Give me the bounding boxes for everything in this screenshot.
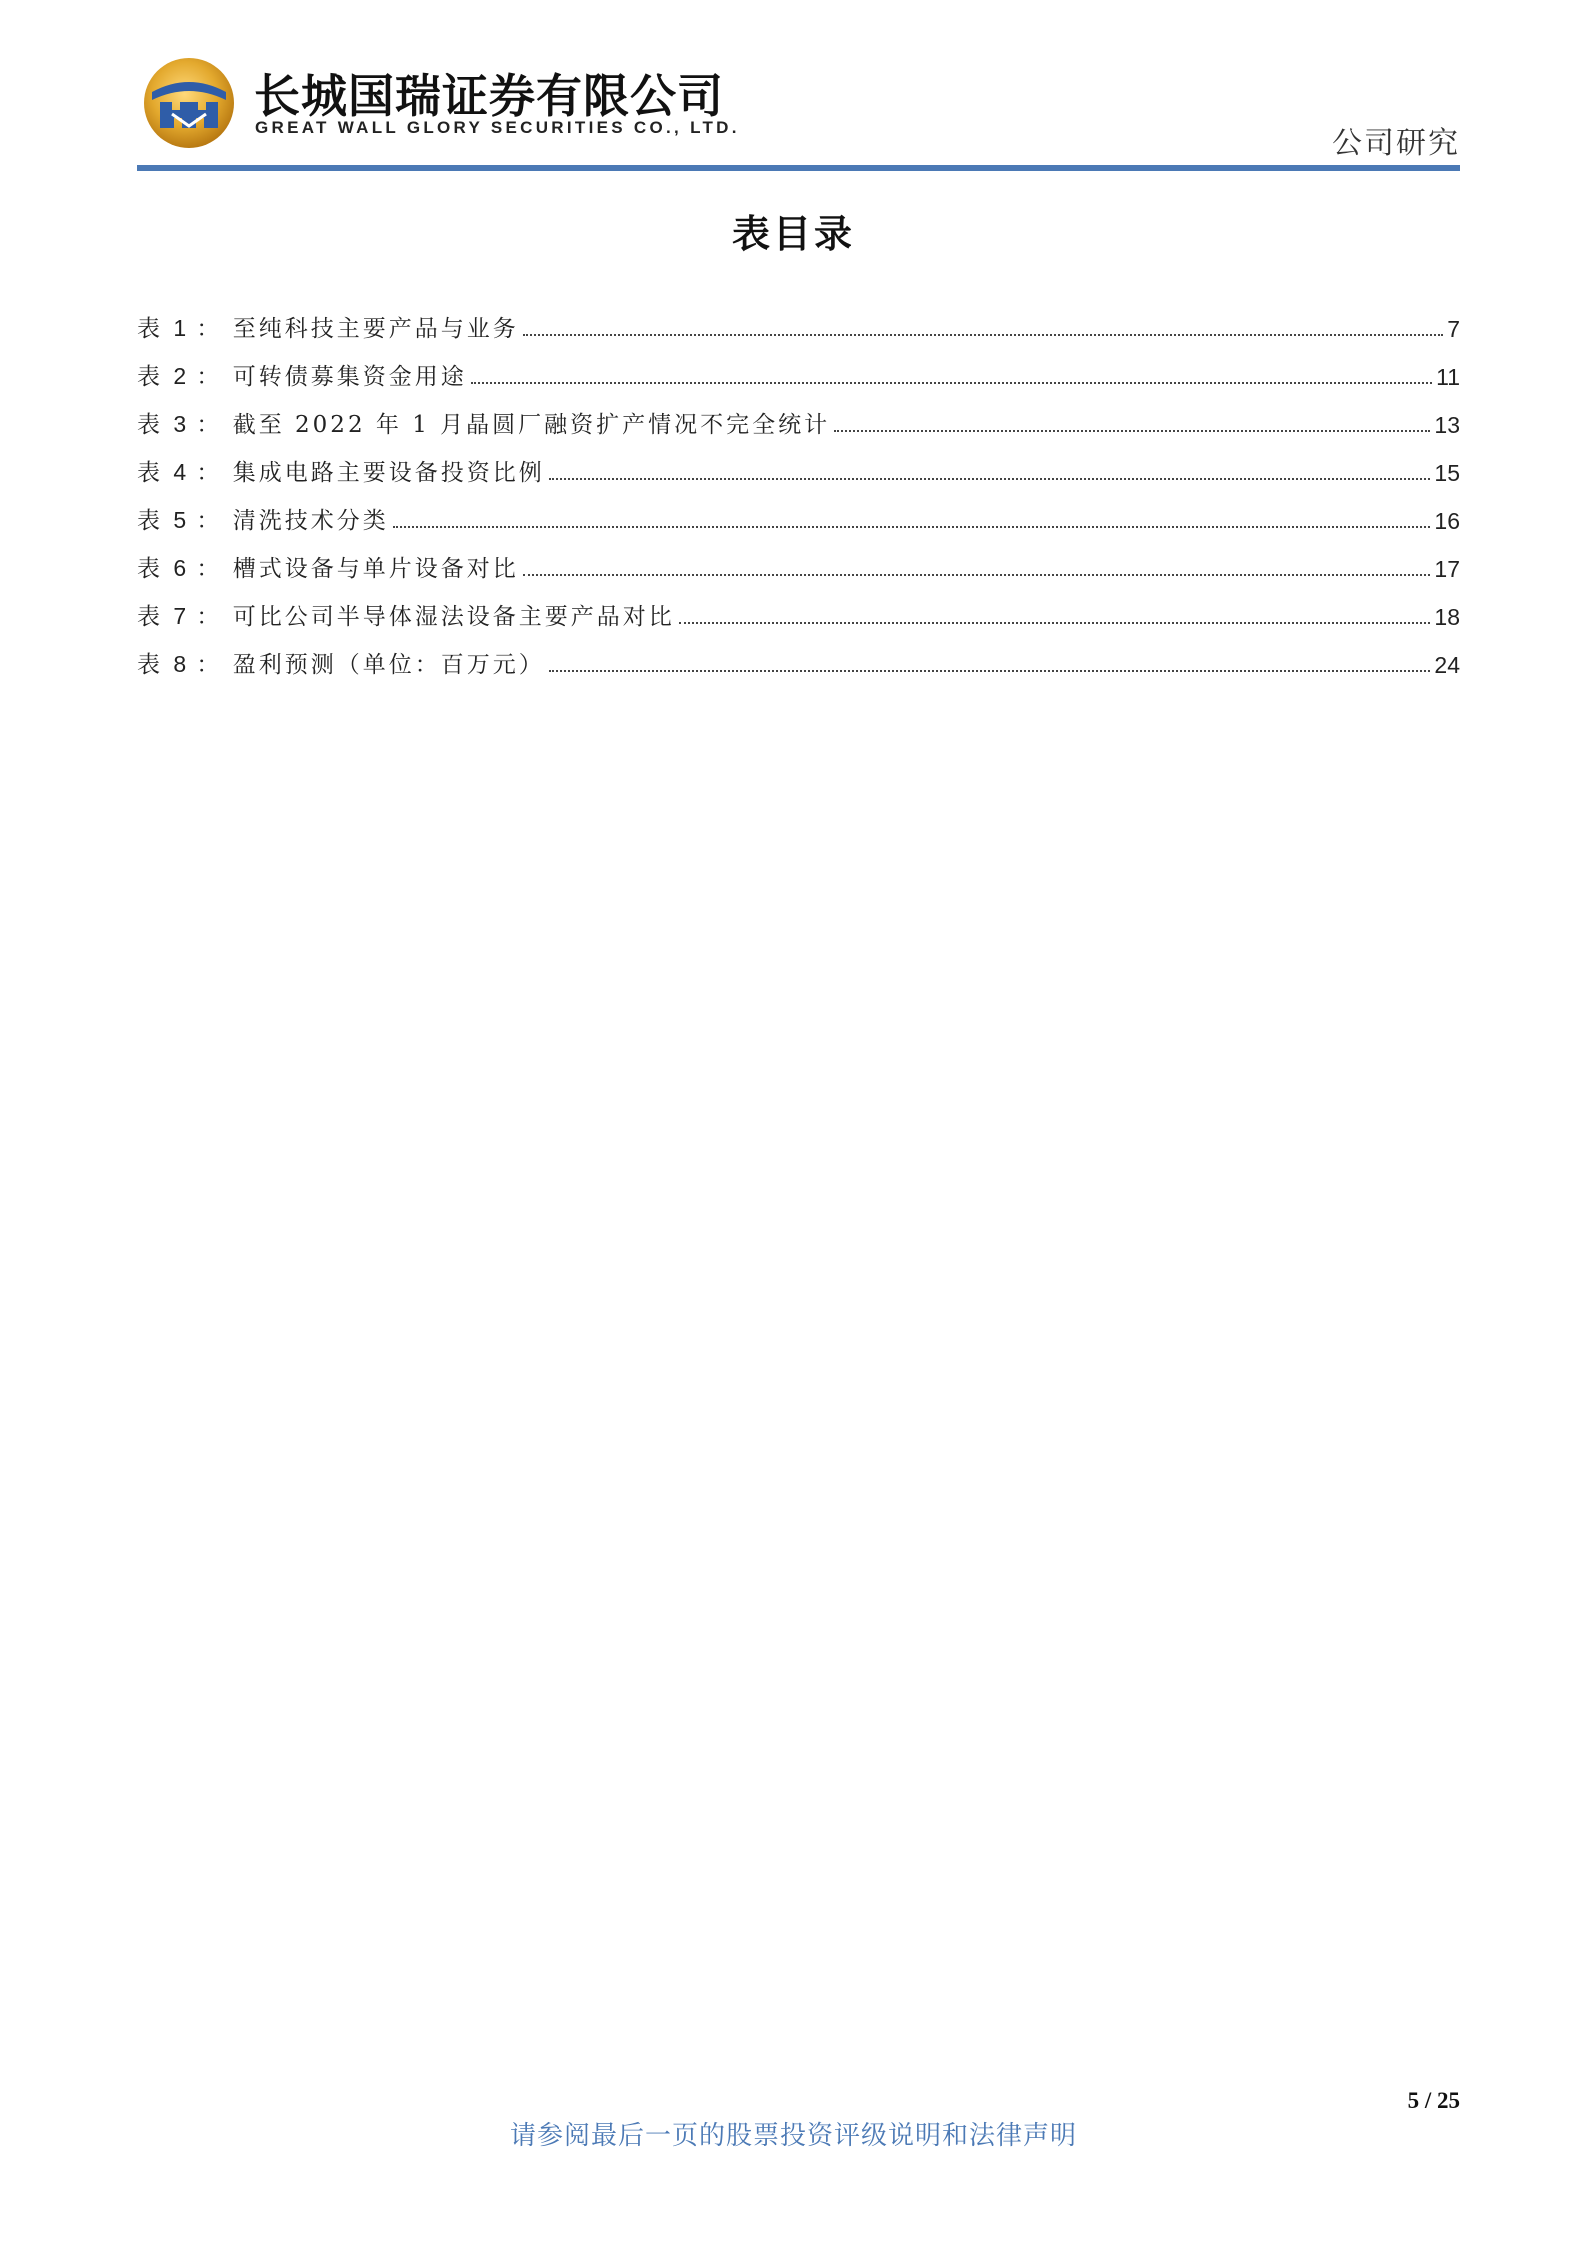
- toc-page-number: 17: [1434, 556, 1460, 582]
- toc-entry-label: 表 5 ： 清洗技术分类: [137, 507, 389, 534]
- toc-entry-5[interactable]: [137, 487, 1460, 535]
- company-name-en: GREAT WALL GLORY SECURITIES CO., LTD.: [255, 118, 740, 137]
- toc-entry-8[interactable]: [137, 631, 1460, 679]
- toc-leader-dots: [549, 669, 1431, 672]
- toc-entry-3[interactable]: [137, 391, 1460, 439]
- company-name-cn: 长城国瑞证券有限公司: [254, 69, 724, 123]
- toc-page-number: 11: [1436, 364, 1460, 390]
- toc-page-number: 7: [1447, 316, 1460, 342]
- toc-entry-label: 表 7 ： 可比公司半导体湿法设备主要产品对比: [137, 603, 675, 630]
- toc-page-number: 15: [1434, 460, 1460, 486]
- page-number: 5 / 25: [1407, 2088, 1460, 2113]
- toc-leader-dots: [523, 573, 1431, 576]
- toc-entry-4[interactable]: [137, 439, 1460, 487]
- toc-title: 表目录: [731, 212, 855, 256]
- toc-entry-label: 表 6 ： 槽式设备与单片设备对比: [137, 555, 519, 582]
- toc-leader-dots: [471, 381, 1432, 384]
- header-divider: [137, 165, 1460, 171]
- toc-leader-dots: [549, 477, 1431, 480]
- toc-page-number: 18: [1434, 604, 1460, 630]
- toc-page-number: 24: [1434, 652, 1460, 678]
- toc-entry-label: 表 4 ： 集成电路主要设备投资比例: [137, 459, 545, 486]
- toc-entry-label: 表 3 ： 截至 2022 年 1 月晶圆厂融资扩产情况不完全统计: [137, 411, 831, 438]
- toc-page-number: 16: [1434, 508, 1460, 534]
- table-of-contents: [137, 295, 1460, 679]
- toc-entry-label: 表 1 ： 至纯科技主要产品与业务: [137, 315, 519, 342]
- toc-entry-1[interactable]: [137, 295, 1460, 343]
- toc-entry-2[interactable]: [137, 343, 1460, 391]
- great-wall-glory-logo-icon: [142, 56, 236, 150]
- page-header: [137, 52, 1460, 170]
- toc-entry-7[interactable]: [137, 583, 1460, 631]
- toc-entry-6[interactable]: [137, 535, 1460, 583]
- toc-leader-dots: [393, 525, 1431, 528]
- document-type: 公司研究: [1332, 126, 1460, 161]
- toc-leader-dots: [523, 333, 1443, 336]
- toc-leader-dots: [834, 429, 1430, 432]
- toc-entry-label: 表 8 ： 盈利预测（单位：百万元）: [137, 651, 545, 678]
- toc-page-number: 13: [1434, 412, 1460, 438]
- toc-entry-label: 表 2 ： 可转债募集资金用途: [137, 363, 467, 390]
- toc-leader-dots: [679, 621, 1431, 624]
- footer-disclaimer[interactable]: 请参阅最后一页的股票投资评级说明和法律声明: [509, 2121, 1077, 2151]
